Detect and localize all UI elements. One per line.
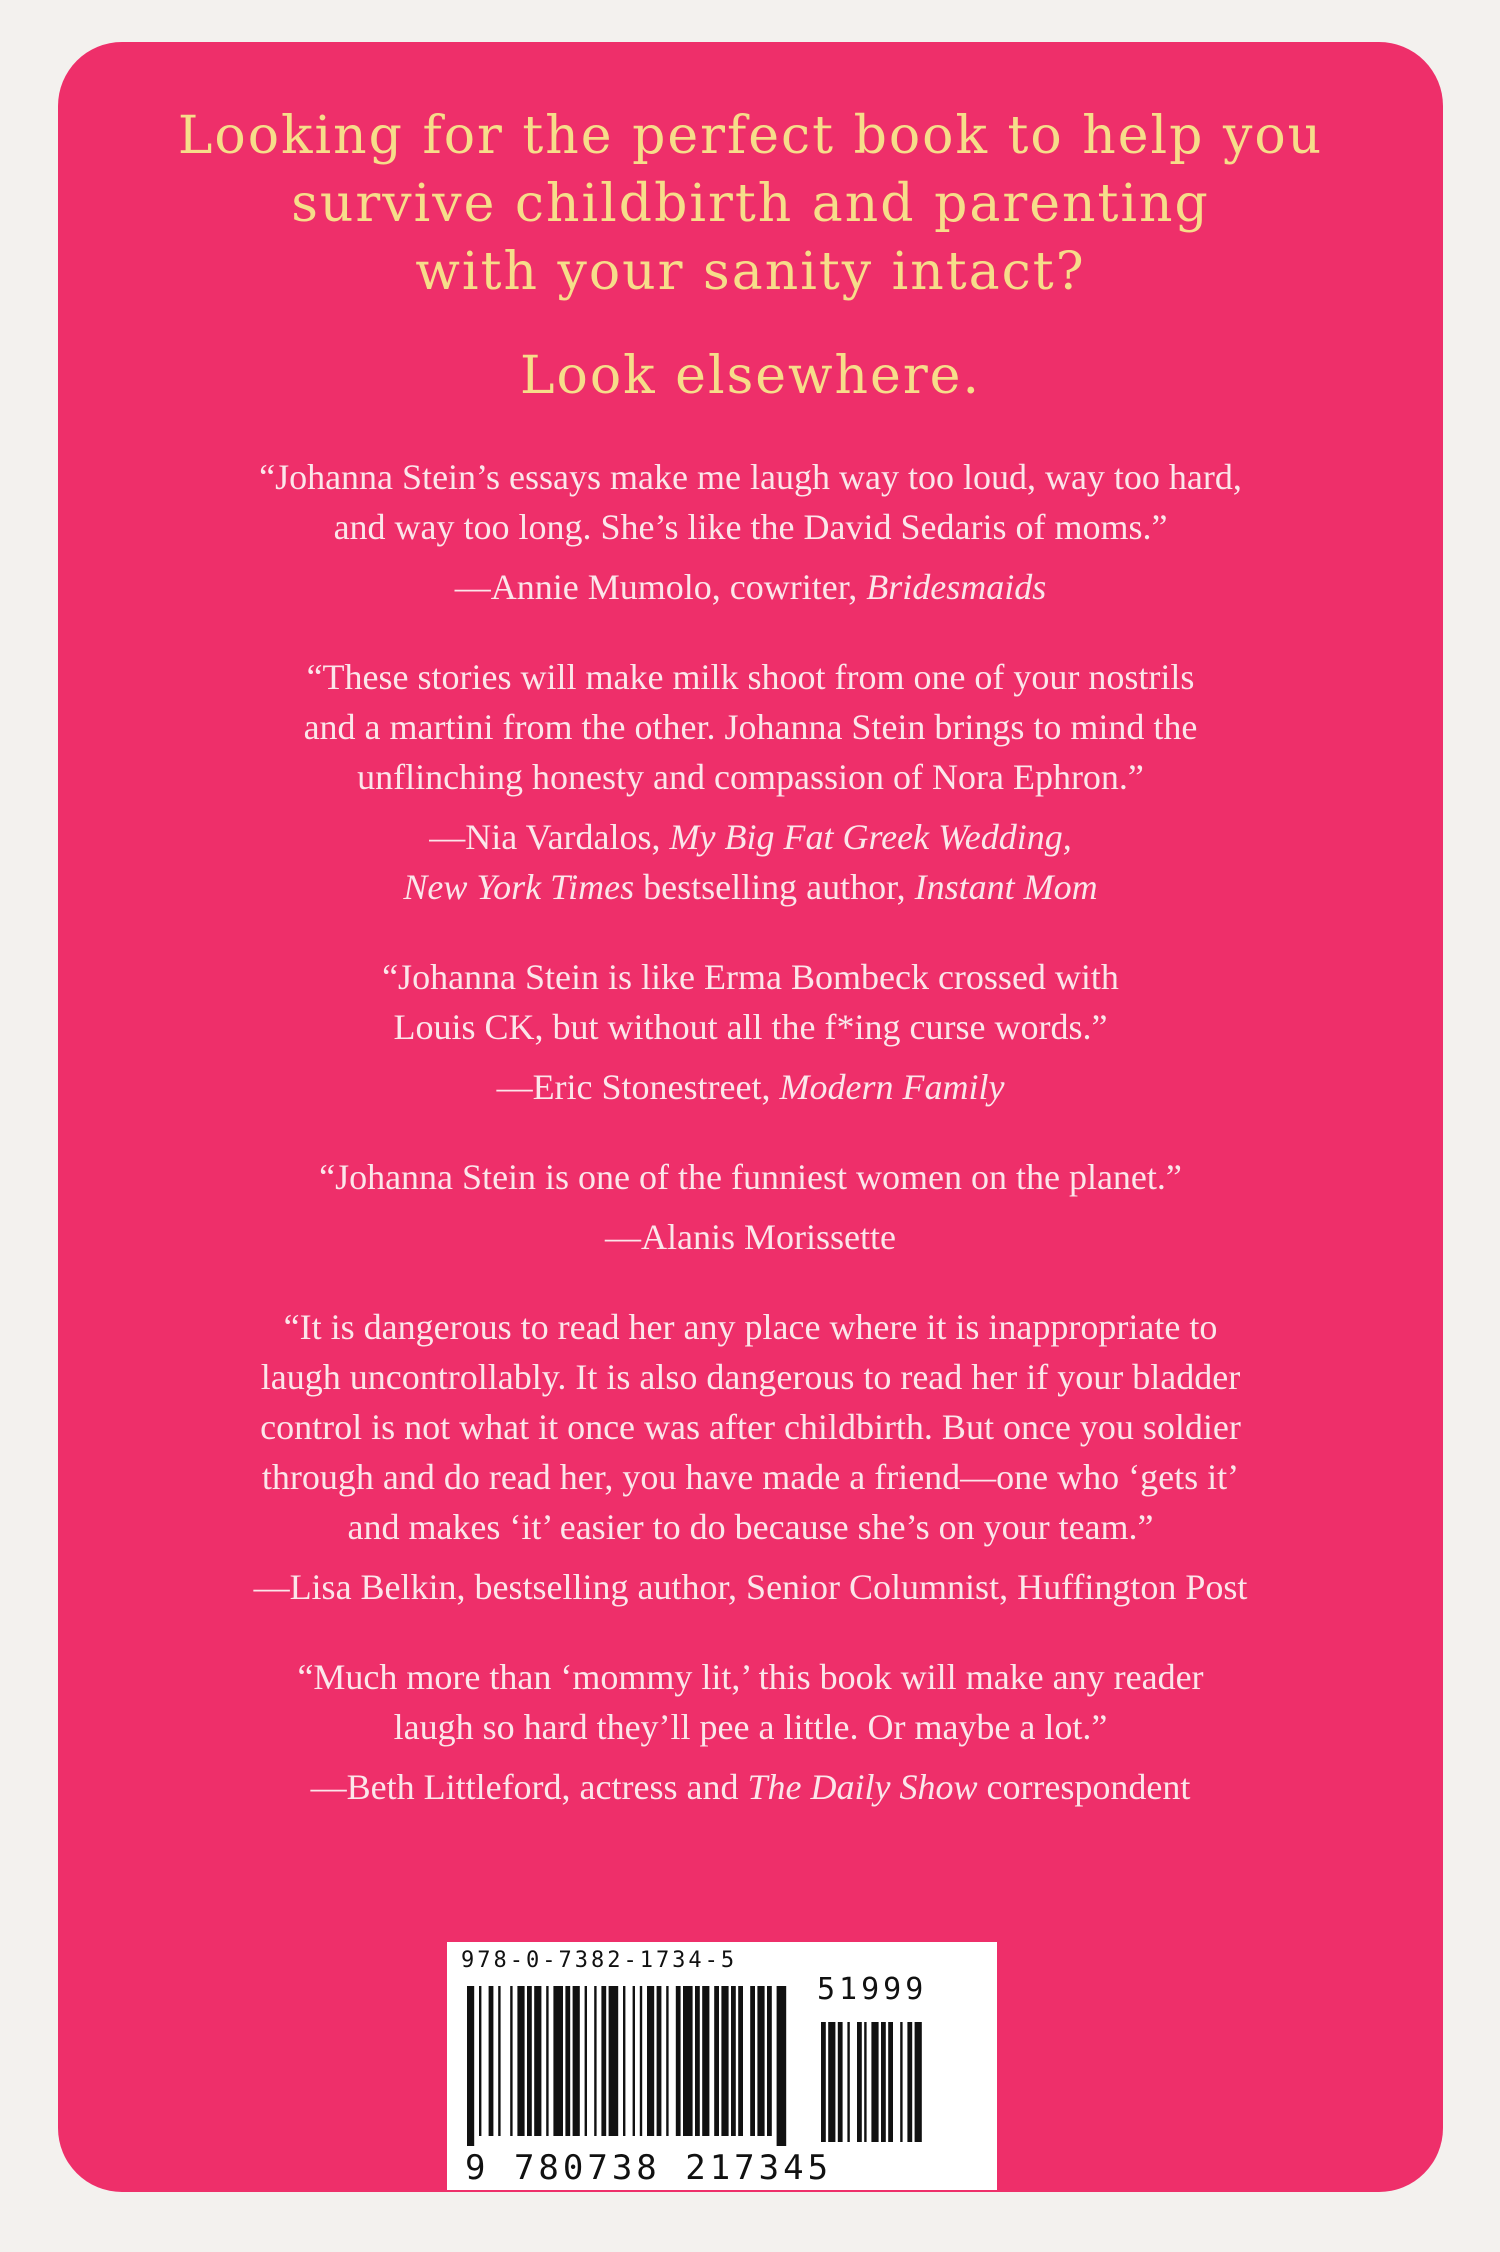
blurb-quote-line: “Johanna Stein is like Erma Bombeck crossed with: [382, 957, 1119, 997]
barcode-bar: [633, 1986, 635, 2136]
blurb-alanis-morissette: [118, 1152, 1383, 1262]
barcode-addon-bar: [864, 2022, 866, 2142]
barcode-box: [447, 1942, 997, 2190]
blurb-beth-littleford: [118, 1652, 1383, 1812]
attribution-title: The Daily Show: [747, 1767, 978, 1807]
barcode-bar: [594, 1986, 596, 2136]
barcode-bar: [527, 1986, 532, 2136]
attribution-title: My Big Fat Greek Wedding,: [669, 817, 1072, 857]
barcode-addon-bar: [871, 2022, 878, 2142]
attribution-text: —Nia Vardalos,: [429, 817, 670, 857]
barcode-addon-bar: [915, 2022, 922, 2142]
barcode-bar: [489, 1986, 494, 2136]
blurb-attribution: —Lisa Belkin, bestselling author, Senior Columnist, Huffington Post: [253, 1567, 1248, 1607]
attribution-text: —Annie Mumolo, cowriter,: [454, 567, 867, 607]
back-cover-panel: [58, 42, 1443, 2192]
barcode-bar: [721, 1986, 728, 2136]
barcode-bar: [702, 1986, 709, 2136]
blurb-attribution: —Alanis Morissette: [605, 1217, 896, 1257]
barcode-bar: [676, 1986, 681, 2136]
blurb-quote-line: “Johanna Stein is one of the funniest women on the planet.”: [319, 1157, 1182, 1197]
barcode-bar: [640, 1986, 642, 2136]
barcode-bar: [601, 1986, 606, 2136]
barcode-bar: [510, 1986, 512, 2136]
blurb-quote-line: “Johanna Stein’s essays make me laugh way too loud, way too hard,: [259, 457, 1242, 497]
headline-answer: Look elsewhere.: [520, 346, 981, 406]
barcode-bar: [534, 1986, 541, 2136]
barcode-bar: [731, 1986, 736, 2136]
barcode-bar: [609, 1986, 619, 2136]
blurb-quote-line: unflinching honesty and compassion of Nora Ephron.”: [357, 757, 1144, 797]
blurb-quote-line: “These stories will make milk shoot from one of your nostrils: [306, 657, 1195, 697]
blurb-lisa-belkin: [118, 1302, 1383, 1612]
attribution-text: bestselling author,: [634, 867, 915, 907]
attribution-text: —Eric Stonestreet,: [496, 1067, 780, 1107]
blurb-quote-line: control is not what it once was after childbirth. But once you soldier: [260, 1407, 1241, 1447]
attribution-text: correspondent: [977, 1767, 1191, 1807]
blurb-quote-line: and a martini from the other. Johanna Stein brings to mind the: [303, 707, 1198, 747]
barcode-bar: [738, 1986, 743, 2136]
barcode-bar: [714, 1986, 719, 2136]
blurb-list: [118, 452, 1383, 1852]
barcode-addon-bar: [821, 2022, 826, 2142]
barcode-addon-bar: [828, 2022, 835, 2142]
blurb-attribution: [118, 1062, 1383, 1112]
barcode-bar: [546, 1986, 548, 2136]
blurb-attribution: [118, 812, 1383, 912]
headline-line: with your sanity intact?: [415, 242, 1086, 302]
barcode-addon-bar: [838, 2022, 843, 2142]
blurb-quote-line: Louis CK, but without all the f*ing curse words.”: [393, 1007, 1108, 1047]
blurb-quote-line: and way too long. She’s like the David Sedaris of moms.”: [333, 507, 1168, 547]
barcode-bar: [467, 1986, 474, 2146]
blurb-nia-vardalos: [118, 652, 1383, 912]
barcode-addon-bar: [881, 2022, 886, 2142]
barcode-bar: [695, 1986, 700, 2136]
attribution-title: Modern Family: [779, 1067, 1005, 1107]
attribution-text: —Beth Littleford, actress and: [310, 1767, 748, 1807]
barcode-bar: [565, 1986, 570, 2136]
barcode-bar: [767, 1986, 772, 2136]
barcode-icon: [465, 1986, 975, 2146]
headline-line: Looking for the perfect book to help you: [177, 106, 1324, 166]
barcode-bar: [683, 1986, 693, 2136]
barcode-bar: [498, 1986, 500, 2136]
attribution-title: Bridesmaids: [866, 567, 1047, 607]
blurb-quote-line: “Much more than ‘mommy lit,’ this book will make any reader: [297, 1657, 1204, 1697]
blurb-quote-line: laugh uncontrollably. It is also dangerous to read her if your bladder: [260, 1357, 1241, 1397]
barcode-bar: [553, 1986, 563, 2136]
barcode-bar: [750, 1986, 755, 2136]
isbn-text: 978-0-7382-1734-5: [461, 1948, 738, 1973]
barcode-bar: [647, 1986, 654, 2136]
barcode-bar: [479, 1986, 481, 2136]
barcode-bar: [777, 1986, 787, 2146]
blurb-attribution: [118, 562, 1383, 612]
blurb-quote-line: and makes ‘it’ easier to do because she’s on your team.”: [347, 1507, 1154, 1547]
barcode-bar: [623, 1986, 625, 2136]
barcode-bar: [585, 1986, 587, 2136]
barcode-bar: [666, 1986, 668, 2136]
blurb-quote-line: through and do read her, you have made a friend—one who ‘gets it’: [261, 1457, 1240, 1497]
attribution-title: New York Times: [403, 867, 635, 907]
blurb-annie-mumolo: [118, 452, 1383, 612]
blurb-quote-line: laugh so hard they’ll pee a little. Or maybe a lot.”: [393, 1707, 1108, 1747]
barcode-addon-bar: [900, 2022, 902, 2142]
blurb-eric-stonestreet: [118, 952, 1383, 1112]
barcode-addon-bar: [907, 2022, 912, 2142]
headline-line: survive childbirth and parenting: [291, 174, 1210, 234]
barcode-bar: [757, 1986, 764, 2136]
headline: [58, 102, 1443, 306]
price-code: 51999: [817, 1972, 928, 2007]
barcode-addon-bar: [847, 2022, 849, 2142]
ean-digits: 9 780738 217345: [465, 2148, 833, 2188]
blurb-attribution: [118, 1762, 1383, 1812]
barcode-bar: [657, 1986, 662, 2136]
attribution-title: Instant Mom: [914, 867, 1098, 907]
barcode-bar: [573, 1986, 580, 2136]
barcode-bar: [517, 1986, 524, 2136]
blurb-quote-line: “It is dangerous to read her any place where it is inappropriate to: [283, 1307, 1218, 1347]
barcode-addon-bar: [857, 2022, 862, 2142]
barcode-addon-bar: [888, 2022, 893, 2142]
